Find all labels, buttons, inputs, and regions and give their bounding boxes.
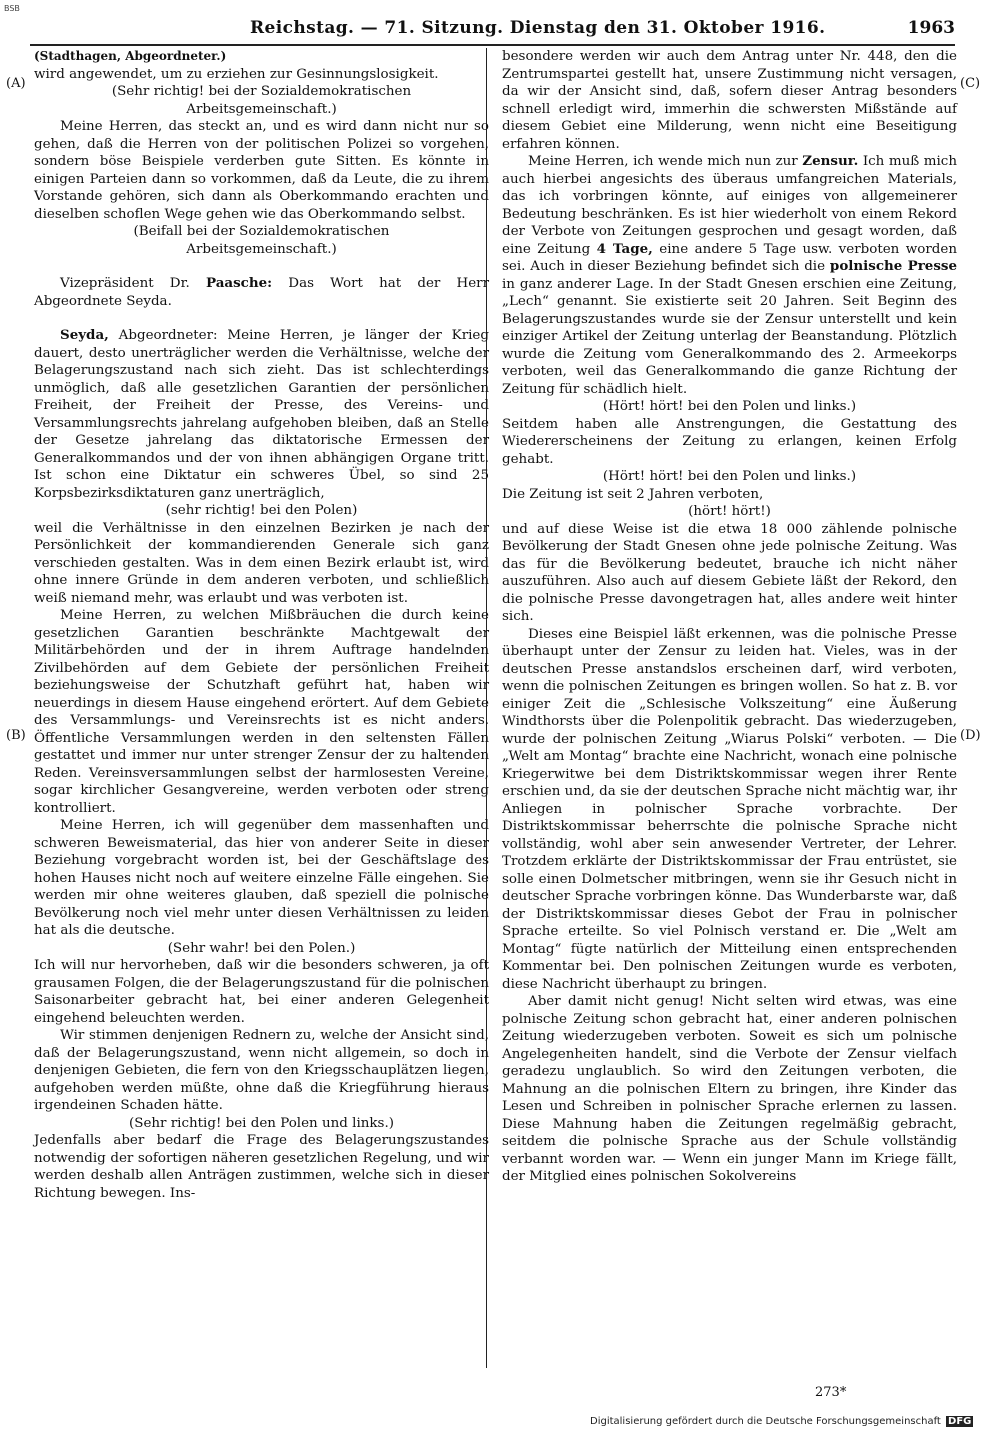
interjection: (Hört! hört! bei den Polen und links.)	[602, 399, 857, 414]
paragraph: Dieses eine Beispiel läßt erkennen, was die polnische Presse überhaupt unter der Zensur zu leiden hat. Vieles, was in der deutschen Presse anstandslos erscheinen darf, wird verboten, wenn die polnischen Zeitungen es bringen wollen. So hat z. B. vor einiger Zeit die „Schlesische Volkszeitung“ eine Äußerung Windthorsts über die Polenpolitik gebracht. Das wiederzugeben, wurde der polnischen Zeitung „Wiarus Polski“ verboten. — Die „Welt am Montag“ brachte eine Nachricht, wonach eine polnische Kriegerwitwe bei dem Distriktskommissar wegen ihrer Rente erschien und, da sie der deutschen Sprache nicht mächtig war, ihr Anliegen in polnischer Sprache vorbrachte. Der Distriktskommissar beherrschte die polnische Sprache nicht vollständig, wohl aber sein anwesender Vertreter, der Lehrer. Trotzdem erklärte der Distriktskommissar der Frau entrüstet, sie solle einen Dolmetscher mitbringen, wenn sie ihr Gesuch nicht in deutscher Sprache vorbringen könne. Das Wunderbarste war, daß der Distriktskommissar dieses Gebot der Frau in polnischer Sprache erteilte. So viel Polnisch verstand er. Die „Welt am Montag“ fügte natürlich der Mitteilung einen entsprechenden Kommentar bei. Den polnischen Zeitungen wurde es verboten, diese Nachricht überhaupt zu bringen.	[502, 626, 957, 992]
paragraph: Meine Herren, zu welchen Mißbräuchen die durch keine gesetzlichen Garantien beschränkte Machtgewalt der Militärbehörden und der in ihrem Auftrage handelnden Zivilbehörden auf dem Gebiete der persönlichen Freiheit beziehungsweise der Schutzhaft geführt hat, haben wir neuerdings in diesem Hause eingehend erörtert. Auf dem Gebiete des Versammlungs- und Vereinsrechts ist es nicht anders. Öffentliche Versammlungen werden in den seltensten Fällen gestattet und immer nur unter strenger Zensur der zu haltenden Reden. Vereinsversammlungen selbst der harmlosesten Vereine, sogar kirchlicher Gesangvereine, werden verboten oder streng kontrolliert.	[34, 608, 489, 816]
paragraph: Meine Herren, ich will gegenüber dem massenhaften und schweren Beweismaterial, das hier von anderer Seite in dieser Beziehung vorgebracht worden ist, bei der Geschäftslage des hohen Hauses nicht noch auf weitere einzelne Fälle eingehen. Sie werden mir ohne weiteres glauben, daß speziell die polnische Bevölkerung noch viel mehr unter diesen Verhältnissen zu leiden hat als die deutsche.	[34, 818, 489, 938]
speech-paragraph: Seyda, Abgeordneter: Meine Herren, je länger der Krieg dauert, desto unerträglicher werden die Verhältnisse, welche der Belagerungszustand nach sich zieht. Das ist schlechterdings unmöglich, daß alle gesetzlichen Garantien der persönlichen Freiheit, der Freiheit der Presse, des Vereins- und Versammlungsrechts jahrelang aufgehoben bleiben, daß an Stelle der Gesetze jahrelang das diktatorische Ermessen der Generalkommandos und der von ihnen abhängigen Organe tritt. Ist schon eine Diktatur ein schweres Übel, so sind 25 Korpsbezirksdiktaturen ganz unerträglich,	[34, 327, 489, 501]
speaker-continuation: (Stadthagen, Abgeordneter.)	[34, 49, 227, 63]
page-number: 1963	[907, 18, 955, 38]
paragraph: besondere werden wir auch dem Antrag unter Nr. 448, den die Zentrumspartei gestellt hat, unsere Zustimmung nicht versagen, da wir der Ansicht sind, daß, sofern dieser Antrag besonders schnell erledigt wird, immerhin die schwersten Mißstände auf diesem Gebiet eine Milderung, wenn nicht eine Beseitigung erfahren können.	[502, 49, 957, 152]
emphasis: polnische Presse	[829, 258, 957, 274]
paragraph: wird angewendet, um zu erziehen zur Gesinnungslosigkeit.	[34, 66, 439, 82]
interjection: (Sehr richtig! bei den Polen und links.)	[129, 1115, 394, 1131]
interjection: (sehr richtig! bei den Polen)	[165, 503, 358, 518]
paragraph: Die Zeitung ist seit 2 Jahren verboten,	[502, 486, 764, 502]
signature-mark: 273*	[815, 1385, 847, 1400]
paragraph: Ich will nur hervorheben, daß wir die besonders schweren, ja oft grausamen Folgen, die der Belagerungszustand für die polnischen Saisonarbeiter gebracht hat, bei einer anderen Gelegenheit eingehend beleuchten werden.	[34, 958, 489, 1026]
speaker-name: Seyda,	[60, 327, 109, 343]
interjection: (hört! hört!)	[688, 504, 771, 519]
paragraph: Jedenfalls aber bedarf die Frage des Belagerungszustandes notwendig der sofortigen näheren gesetzlichen Regelung, und wir werden deshalb allen Anträgen zustimmen, welche sich in dieser Richtung bewegen. Ins-	[34, 1133, 489, 1201]
emphasis: Zensur.	[802, 153, 859, 169]
interjection: (Beifall bei der Sozialdemokratischen Arbeitsgemeinschaft.)	[133, 224, 390, 257]
interjection: (Sehr richtig! bei der Sozialdemokratischen Arbeitsgemeinschaft.)	[111, 84, 412, 117]
paragraph: Wir stimmen denjenigen Rednern zu, welche der Ansicht sind, daß der Belagerungszustand, wenn nicht allgemein, so doch in denjenigen Gebieten, die fern von den Kriegsschauplätzen liegen, aufgehoben werden müßte, ohne daß die Kriegführung hieraus irgendeinen Schaden hätte.	[34, 1028, 489, 1113]
right-column	[502, 48, 957, 1186]
emphasis: 4 Tage,	[596, 240, 653, 257]
margin-mark-a: (A)	[6, 76, 26, 91]
running-title: Reichstag. — 71. Sitzung. Dienstag den 31. Oktober 1916.	[250, 18, 826, 38]
dfg-logo: DFG	[948, 1416, 972, 1427]
margin-mark-b: (B)	[6, 728, 26, 743]
margin-mark-d: (D)	[960, 728, 981, 743]
page-header	[30, 18, 955, 46]
paragraph: Seitdem haben alle Anstrengungen, die Gestattung des Wiedererscheinens der Zeitung zu erlangen, keinen Erfolg gehabt.	[502, 416, 957, 467]
vice-president-line: Vizepräsident Dr. Paasche: Das Wort hat der Herr Abgeordnete Seyda.	[34, 275, 489, 309]
interjection: (Sehr wahr! bei den Polen.)	[167, 940, 356, 956]
interjection: (Hört! hört! bei den Polen und links.)	[602, 469, 857, 484]
speaker-name: Paasche:	[205, 275, 273, 291]
left-column	[34, 48, 489, 1202]
margin-mark-c: (C)	[960, 76, 981, 91]
paragraph: Meine Herren, das steckt an, und es wird dann nicht nur so gehen, daß die Herren von der politischen Polizei so vorgehen, sondern böse Beispiele verderben gute Sitten. Es könnte in einigen Parteien dann so vorkommen, daß da Leute, die zu ihrem Vorstande gehören, sich dann als Oberkommando erachten und dieselben schoflen Wege gehen wie das Oberkommando selbst.	[34, 119, 489, 222]
paragraph: Meine Herren, ich wende mich nun zur Zensur. Ich muß mich auch hierbei angesichts des überaus umfangreichen Materials, das ich vorbringen könnte, auf einiges von allgemeinerer Bedeutung beschränken. Es ist hier wiederholt von einem Rekord der Verbote von Zeitungen gesprochen und gesagt worden, daß eine Zeitung 4 Tage, eine andere 5 Tage usw. verboten worden sei. Auch in dieser Beziehung befindet sich die polnische Presse in ganz anderer Lage. In der Stadt Gnesen erschien eine Zeitung, „Lech“ genannt. Sie existierte seit 20 Jahren. Seit Beginn des Belagerungszustandes wurde sie der Zensur unterstellt und kein einziger Artikel der Zeitung unterlag der Beanstandung. Plötzlich wurde die Zeitung vom Generalkommando des 2. Armeekorps verboten, weil das Generalkommando die ganze Richtung der Zeitung für schädlich hielt.	[502, 153, 957, 397]
paragraph: Aber damit nicht genug! Nicht selten wird etwas, was eine polnische Zeitung schon gebracht hat, einer anderen polnischen Zeitung wiederzugeben verboten. Soweit es sich um polnische Angelegenheiten handelt, sind die Verbote der Zensur vielfach geradezu unglaublich. So wird den Zeitungen verboten, die Mahnung an die polnischen Eltern zu bringen, ihre Kinder das Lesen und Schreiben in polnischer Sprache erlernen zu lassen. Diese Mahnung haben die Zeitungen regelmäßig gebracht, seitdem die polnische Sprache aus der Schule vollständig verbannt worden war. — Wenn ein junger Mann im Kriege fällt, der Mitglied eines polnischen Sokolvereins	[502, 994, 957, 1184]
library-stamp: BSB	[4, 4, 20, 13]
paragraph: und auf diese Weise ist die etwa 18 000 zählende polnische Bevölkerung der Stadt Gnesen ohne jede polnische Zeitung. Was das für die Bevölkerung bedeutet, brauche ich nicht näher auszuführen. Also auch auf diesem Gebiete läßt der Rekord, den die polnische Presse davongetragen hat, alles andere weit hinter sich.	[502, 521, 957, 624]
paragraph: weil die Verhältnisse in den einzelnen Bezirken je nach der Persönlichkeit der kommandierenden Generale sich ganz verschieden gestalten. Was in dem einen Bezirk erlaubt ist, wird ohne innere Gründe in dem anderen verboten, und schließlich weiß niemand mehr, was erlaubt und was verboten ist.	[34, 520, 489, 606]
funding-note: Digitalisierung gefördert durch die Deutsche Forschungsgemeinschaft	[590, 1416, 941, 1427]
footer	[590, 1416, 973, 1427]
